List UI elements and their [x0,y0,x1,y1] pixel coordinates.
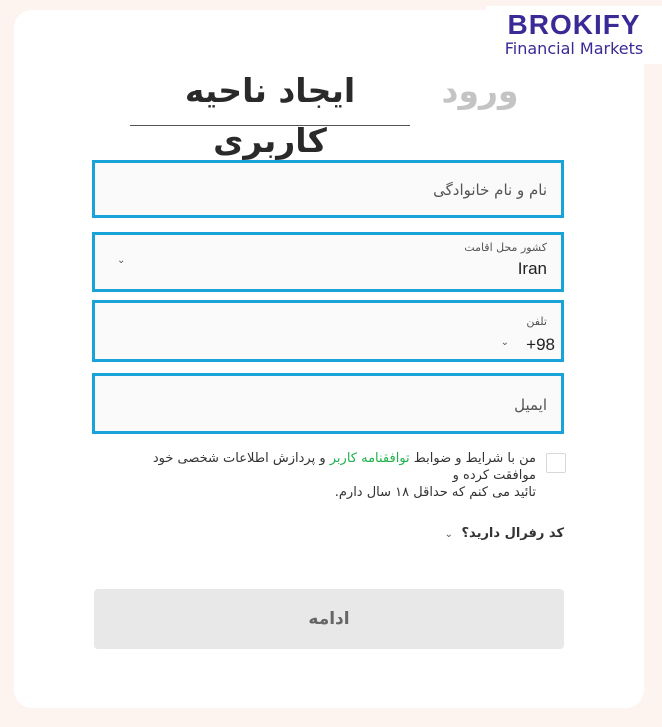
tab-create-account[interactable]: ایجاد ناحیه کاربری [130,66,410,126]
terms-text-age: تائید می کنم که حداقل ۱۸ سال دارم. [334,485,536,500]
phone-input[interactable] [92,300,564,362]
referral-label: کد رفرال دارید؟ [461,526,564,541]
referral-code-toggle[interactable] [445,526,564,541]
full-name-placeholder: نام و نام خانوادگی [433,181,547,199]
brand-name: BROKIFY [507,9,641,40]
terms-text [116,450,536,501]
country-label: کشور محل اقامت [464,241,547,254]
chevron-down-icon: ⌄ [444,529,453,540]
country-select[interactable] [92,232,564,292]
chevron-down-icon[interactable]: ⌄ [117,255,126,266]
brand-logo [486,6,662,64]
phone-label: تلفن [526,315,547,328]
full-name-input[interactable] [92,160,564,218]
tab-login[interactable]: ورود [441,71,519,110]
terms-checkbox[interactable] [546,453,566,473]
email-input[interactable] [92,373,564,434]
phone-country-code[interactable]: +98 [526,335,555,354]
continue-button[interactable]: ادامه [94,589,564,649]
country-value: Iran [517,259,547,278]
terms-text-before: من با شرایط و ضوابط [409,451,536,466]
user-agreement-link[interactable]: توافقنامه کاربر [329,451,410,466]
brand-tagline: Financial Markets [504,39,644,58]
terms-text-after: و پردازش اطلاعات شخصی خود موافقت کرده و [152,451,536,483]
chevron-down-icon[interactable]: ⌄ [500,337,509,348]
email-placeholder: ایمیل [514,396,547,414]
auth-tabs [130,66,540,160]
